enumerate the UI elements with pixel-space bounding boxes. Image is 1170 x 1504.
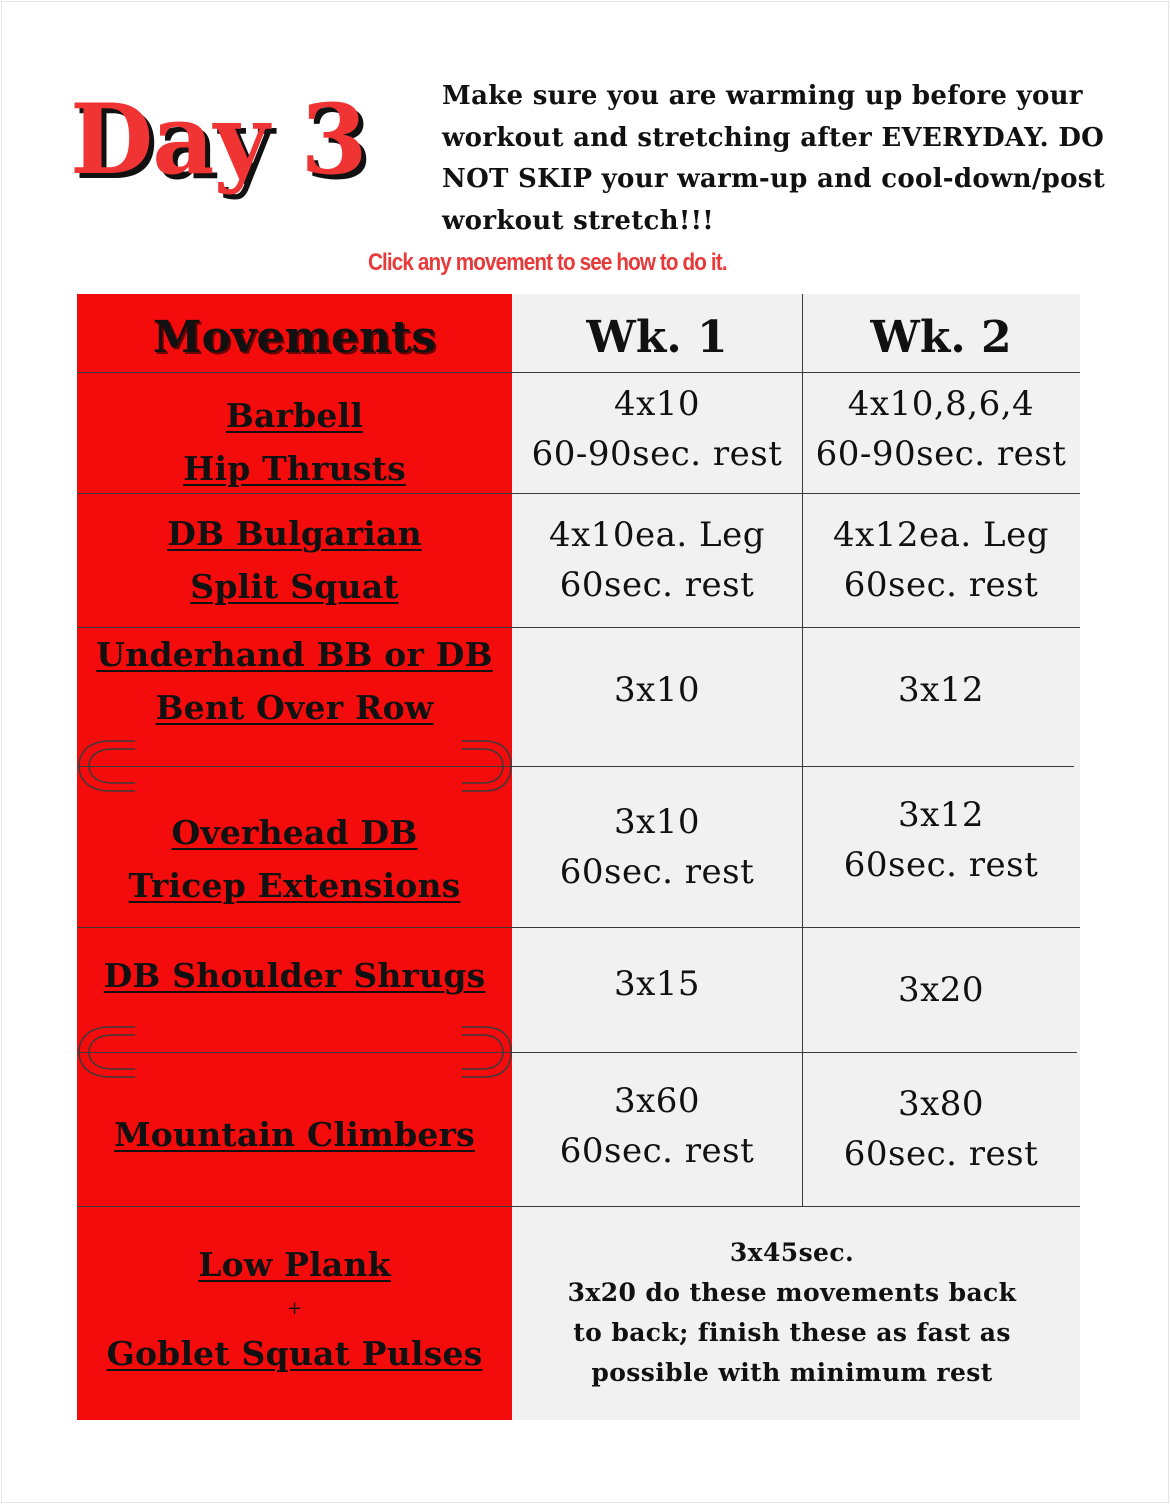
rest-time: 60-90sec. rest (531, 433, 783, 474)
week-1-cell (512, 766, 802, 927)
week-2-cell (802, 927, 1080, 1052)
combined-weeks-cell (512, 1206, 1080, 1420)
note-line: 3x45sec. (729, 1238, 855, 1267)
sets-reps: 3x12 (897, 794, 985, 835)
header-week-1 (512, 294, 802, 372)
movement-link[interactable]: Goblet Squat Pulses (106, 1334, 483, 1373)
movement-link[interactable]: DB Bulgarian (167, 514, 422, 553)
sets-reps: 4x10 (613, 383, 701, 424)
movement-link[interactable]: Hip Thrusts (183, 448, 406, 488)
workout-table (77, 294, 1080, 1420)
movement-link[interactable]: Mountain Climbers (114, 1114, 475, 1154)
note-line: possible with minimum rest (591, 1358, 993, 1387)
sets-reps: 3x20 (897, 969, 985, 1010)
sets-reps: 3x10 (613, 801, 701, 842)
movement-link[interactable]: DB Shoulder Shrugs (103, 956, 486, 995)
week-1-cell (512, 1052, 802, 1206)
movement-link[interactable]: Bent Over Row (155, 687, 434, 727)
week-1-cell (512, 627, 802, 766)
sets-reps: 3x80 (897, 1084, 985, 1124)
plus-sign: + (286, 1298, 303, 1319)
movement-link[interactable]: Tricep Extensions (128, 865, 461, 905)
week-2-cell (802, 1052, 1080, 1206)
week-2-cell (802, 372, 1080, 493)
note-line: 3x20 do these movements back (567, 1278, 1017, 1307)
warmup-instructions: Make sure you are warming up before your workout and stretching after EVERYDAY. DO NOT SKIP your warm-up and cool-down/post workout stretch!!! (442, 81, 1106, 236)
movement-link[interactable]: Barbell (225, 395, 364, 435)
movement-cell (77, 766, 512, 927)
rest-time: 60sec. rest (559, 851, 755, 892)
rest-time: 60sec. rest (843, 1134, 1039, 1174)
sets-reps: 4x10,8,6,4 (847, 383, 1035, 424)
movement-cell (77, 372, 512, 493)
sets-reps: 4x10ea. Leg (548, 515, 766, 555)
rest-time: 60sec. rest (559, 565, 755, 605)
week-1-cell (512, 493, 802, 627)
rest-time: 60sec. rest (559, 1131, 755, 1171)
sets-reps: 3x15 (613, 963, 701, 1004)
sets-reps: 3x12 (897, 669, 985, 710)
sets-reps: 3x60 (613, 1081, 701, 1121)
column-header: Wk. 2 (870, 312, 1012, 363)
movement-cell (77, 1206, 512, 1420)
column-header: Movements (152, 312, 437, 363)
movement-cell (77, 927, 512, 1052)
note-line: to back; finish these as fast as (573, 1318, 1011, 1347)
movement-link[interactable]: Split Squat (190, 567, 399, 606)
sets-reps: 3x10 (613, 669, 701, 710)
click-instruction: Click any movement to see how to do it. (368, 249, 727, 276)
header-week-2 (802, 294, 1080, 372)
column-header: Wk. 1 (586, 312, 728, 363)
week-1-cell (512, 927, 802, 1052)
movement-cell (77, 627, 512, 766)
rest-time: 60-90sec. rest (815, 433, 1067, 474)
page-title: Day 3 (70, 83, 367, 196)
movement-cell (77, 1052, 512, 1206)
week-2-cell (802, 493, 1080, 627)
superset-note (568, 1233, 1017, 1393)
movement-cell (77, 493, 512, 627)
rest-time: 60sec. rest (843, 565, 1039, 605)
header-movements (77, 294, 512, 372)
sets-reps: 4x12ea. Leg (832, 515, 1050, 555)
week-2-cell (802, 627, 1080, 766)
movement-link[interactable]: Low Plank (198, 1245, 391, 1284)
rest-time: 60sec. rest (843, 844, 1039, 885)
movement-link[interactable]: Underhand BB or DB (96, 634, 493, 674)
week-1-cell (512, 372, 802, 493)
movement-link[interactable]: Overhead DB (171, 812, 418, 852)
week-2-cell (802, 766, 1080, 927)
